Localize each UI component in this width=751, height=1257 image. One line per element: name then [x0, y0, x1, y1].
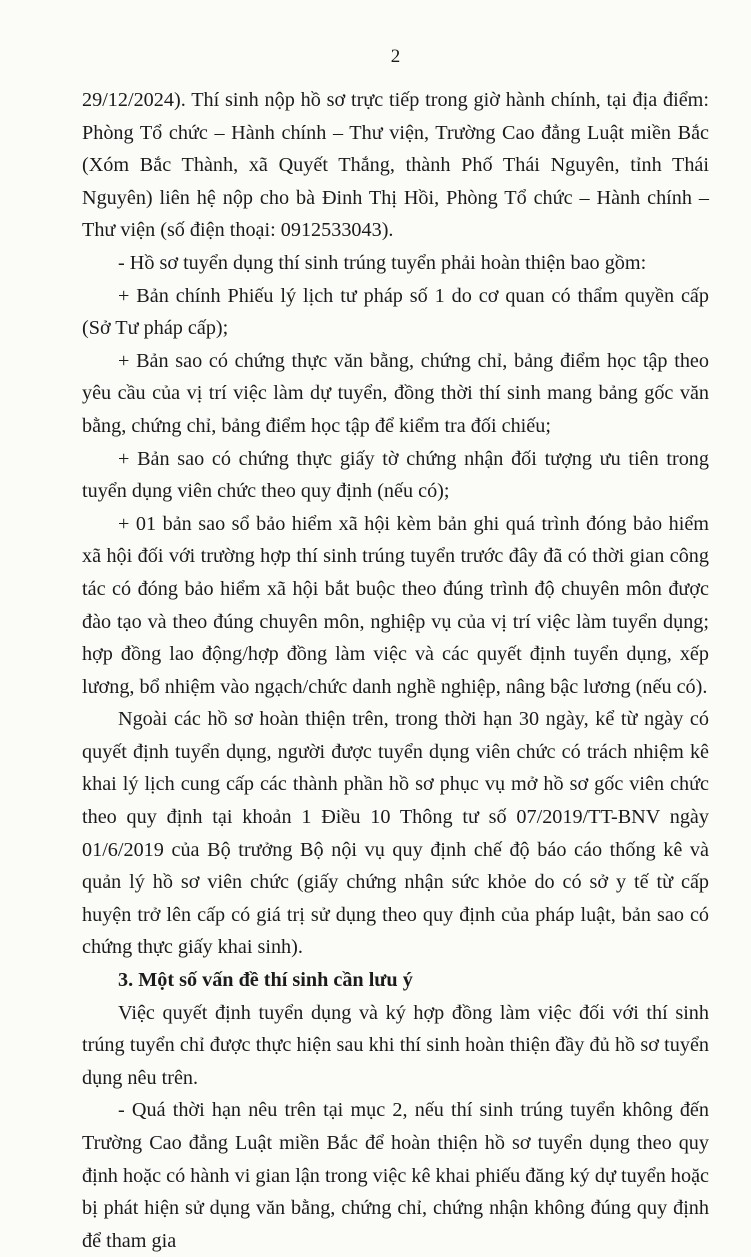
page-number: 2 [390, 46, 401, 67]
section-heading-notes: 3. Một số vấn đề thí sinh cần lưu ý [118, 969, 413, 992]
paragraph-criminal-record: + Bản chính Phiếu lý lịch tư pháp số 1 do cơ quan có thẩm quyền cấp (Sở Tư pháp cấp); [82, 284, 709, 340]
paragraph-submission-info: 29/12/2024). Thí sinh nộp hồ sơ trực tiếp trong giờ hành chính, tại địa điểm: Phòng Tổ chức – Hành chính – Thư viện, Trường Cao đẳng Luật miền Bắc (Xóm Bắc Thành, xã Quyết Thắng, thành Phố Thái Nguyên, tỉnh Thái Nguyên) liên hệ nộp cho bà Đinh Thị Hồi, Phòng Tổ chức – Hành chính – Thư viện (số điện thoại: 0912533043). [82, 89, 709, 242]
paragraph-certified-degrees: + Bản sao có chứng thực văn bằng, chứng chỉ, bảng điểm học tập theo yêu cầu của vị trí việc làm dự tuyển, đồng thời thí sinh mang bảng gốc văn bằng, chứng chỉ, bảng điểm học tập để kiểm tra đối chiếu; [82, 349, 709, 437]
paragraph-priority-docs: + Bản sao có chứng thực giấy tờ chứng nhận đối tượng ưu tiên trong tuyển dụng viên chức theo quy định (nếu có); [82, 447, 709, 503]
paragraph-deadline-warning: - Quá thời hạn nêu trên tại mục 2, nếu thí sinh trúng tuyển không đến Trường Cao đẳng Luật miền Bắc để hoàn thiện hồ sơ tuyển dụng theo quy định hoặc có hành vi gian lận trong việc kê khai phiếu đăng ký dự tuyển hoặc bị phát hiện sử dụng văn bằng, chứng chỉ, chứng nhận không đúng quy định để tham gia [82, 1099, 709, 1252]
paragraph-additional-docs: Ngoài các hồ sơ hoàn thiện trên, trong thời hạn 30 ngày, kể từ ngày có quyết định tuyển dụng, người được tuyển dụng viên chức có trách nhiệm kê khai lý lịch cung cấp các thành phần hồ sơ phục vụ mở hồ sơ gốc viên chức theo quy định tại khoản 1 Điều 10 Thông tư số 07/2019/TT-BNV ngày 01/6/2019 của Bộ trưởng Bộ nội vụ quy định chế độ báo cáo thống kê và quản lý hồ sơ viên chức (giấy chứng nhận sức khỏe do có sở y tế từ cấp huyện trở lên cấp có giá trị sử dụng theo quy định của pháp luật, bản sao có chứng thực giấy khai sinh). [82, 708, 709, 959]
paragraph-required-docs: - Hồ sơ tuyển dụng thí sinh trúng tuyển phải hoàn thiện bao gồm: [118, 251, 647, 274]
paragraph-recruitment-decision: Việc quyết định tuyển dụng và ký hợp đồng làm việc đối với thí sinh trúng tuyển chỉ được thực hiện sau khi thí sinh hoàn thiện đầy đủ hồ sơ tuyển dụng nêu trên. [82, 1001, 709, 1089]
paragraph-social-insurance: + 01 bản sao sổ bảo hiểm xã hội kèm bản ghi quá trình đóng bảo hiểm xã hội đối với trường hợp thí sinh trúng tuyển trước đây đã có thời gian công tác có đóng bảo hiểm xã hội bắt buộc theo đúng trình độ chuyên môn được đào tạo và theo đúng chuyên môn, nghiệp vụ của vị trí việc làm tuyển dụng; hợp đồng lao động/hợp đồng làm việc và các quyết định tuyển dụng, xếp lương, bổ nhiệm vào ngạch/chức danh nghề nghiệp, nâng bậc lương (nếu có). [82, 512, 709, 698]
